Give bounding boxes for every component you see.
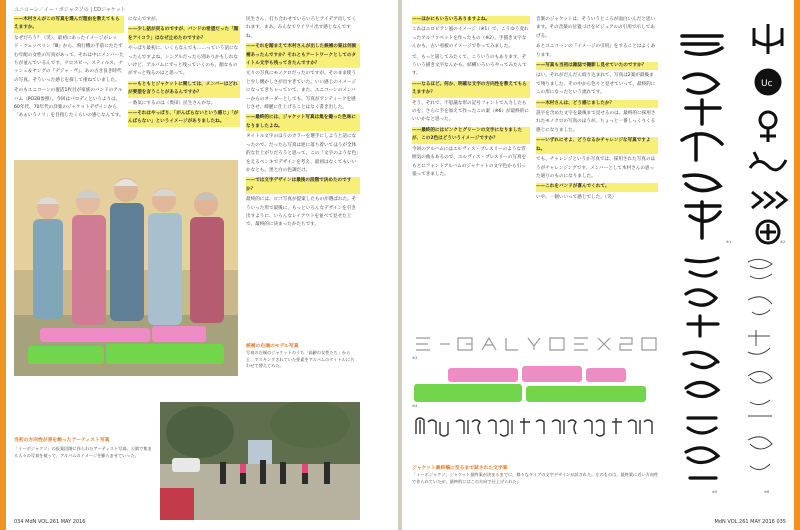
interview-answer: 元々の写真にモノクロだったのですが、そのまま使うと少し懐かしさが出すぎていた。いい感じのイメージになってきちゃっていて、また、ユニコーンのメンバーからのオーダーとしても、写真がアンティークを感じさせ、綺麗に仕上げることはなく書き出した。 bbox=[246, 71, 357, 111]
specimen-caption-text: 「イーボジャクソ」ジャケット最終案が決まるまでに、様々なタイプの文字デザインが試された。左のものは、最終案に近い方向性で作られていたが、最終的にはこの方向で仕上げられた。 bbox=[412, 472, 659, 484]
fig-number-5: ※5 bbox=[712, 490, 718, 494]
brush-script-column bbox=[678, 252, 726, 488]
photo2-caption-title: 当初の方向性が表を飾ったアーティスト写真 bbox=[14, 438, 110, 443]
interview-question: ——これをバンドが喜んでくれて。 bbox=[536, 183, 658, 191]
interview-question: ——木村さんがこの写真を選んだ理由を教えてもらえますか。 bbox=[14, 16, 124, 33]
interview-question: ——では文字デザインは最後の段階で決めたのですか？ bbox=[246, 177, 360, 194]
photo1-caption-title: 候補の右端のモデル写真 bbox=[246, 344, 299, 349]
fig-number-4: ※4 bbox=[412, 404, 418, 408]
interview-answer: そのもユニコーンの復活1枚目が家族のバンドのアルバム（PO2B参照）。今回はパロディというよりは、60年代、70年代の洋楽のジャケットデザインから「あぁいうノリ」を目指したくらいの感じなんです。 bbox=[14, 88, 124, 119]
fig-number-2: ※2 bbox=[780, 240, 786, 244]
park-illustration bbox=[160, 402, 360, 520]
brush-vertical-lettering bbox=[672, 16, 740, 248]
specimen-geometric-lettering bbox=[412, 334, 662, 354]
page-header: ユニコーン／イー・ボジャクソの | CDジャケット bbox=[14, 7, 126, 13]
interview-answer: でも、チャレンジというか写真では、採用された写真のほうがチャレンジングです。メンバーとして木村さんの思った通りのものになりました。 bbox=[536, 157, 656, 179]
fig-number-6: ※6 bbox=[764, 490, 770, 494]
interview-question: ——それはやっぱり、「がんばらないという感じ」「がんばらない」というイメージがありましたね。 bbox=[128, 110, 240, 127]
pink-title-bar-1 bbox=[448, 368, 518, 382]
interview-answer: になんですが。 bbox=[128, 17, 161, 22]
photo2-caption-text: 「イーボジャクソ」の仮案段階に作られたアーティスト写真。公園で集まる人々の写真を使って、アルバムのイメージを膨らませていった。 bbox=[14, 446, 152, 458]
left-folio: 034 MdN VOL.261 MAY 2016 bbox=[14, 519, 86, 525]
interview-answer: 音楽のジャケットは、そういうところが面白いんだと思います。その音楽の位置づけをビジュアルの引用で示してあげる。 bbox=[536, 17, 656, 39]
right-page bbox=[402, 0, 800, 530]
interview-answer: で、もっと崩してみたくて、こういうのもあります。そういう描き文字なんかも、結構いろいろやってみたんです。 bbox=[412, 54, 527, 77]
specimen-symbols bbox=[744, 16, 792, 248]
svg-text:Uc: Uc bbox=[761, 79, 773, 89]
handwriting-column bbox=[738, 252, 782, 488]
interview-question: ——最終的には、ジャケット写真は集を撮った色味になりましたよね。 bbox=[246, 114, 360, 131]
specimen-caption-title: ジャケット最終稿に至るまで試された文字案 bbox=[412, 466, 508, 471]
interview-answer: 今回のアルバムにはエルヴィス・プレスリーのような雰囲気の曲もあるので、エルヴィス・プレスリーの写真をもとにフォントアルバムのジャケットの文字色から引っ張ってきました。 bbox=[412, 146, 527, 177]
interview-answer: やっぱり最初に、いくらなんでも……っていう話になったんですよね。シングルだったら別ありかもしれないけど、アルバムにずっと残っていくのも、顔なものがずっと残るのはと思って。 bbox=[128, 46, 239, 77]
green-title-bar-2 bbox=[526, 386, 646, 402]
gothic-script-row bbox=[412, 414, 662, 438]
interview-question: ——最終的にはピンクとグリーンの文字になりましたが、この2色はどういうイメージですか？ bbox=[412, 127, 530, 144]
interview-answer: いや、一個いいって感じでした。（笑） bbox=[536, 194, 617, 200]
specimen-vertical-handwriting bbox=[738, 252, 782, 488]
geometric-letter-row bbox=[412, 334, 662, 354]
interview-answer: 誤字を含めた文字を最後まで見せるのは、最終的に採用されたモノクロの写真のほうが、ちょっと一番しっくりくる感じになりました。 bbox=[536, 111, 656, 133]
specimen-gothic-script bbox=[412, 414, 662, 438]
right-column-2 bbox=[536, 16, 658, 338]
left-page bbox=[0, 0, 399, 530]
interview-answer: あとユニコーンの『イメージの引用』をすることはよくあります。 bbox=[536, 44, 656, 58]
green-title-bar-1 bbox=[414, 384, 522, 402]
interview-question: ——なるほど。何か、明確な文字の方向性を教えてもらえますか？ bbox=[412, 81, 530, 98]
interview-question: ——それを踏まえて木村さんが出した候補の案は何候補あったんですか？それともアートワークとしてのタイトル文字も残ってきたんですか？ bbox=[246, 43, 360, 68]
interview-answer: これはエロピアン風のイメージ（※1）で、こうゆう変わったアルファベットを作ったもの（※2）。手描き文字なんかも、古い看板のイメージで作ってみました。 bbox=[412, 27, 529, 50]
interview-answer: 一番気にするのは（奥田）民生さんかな。 bbox=[128, 100, 216, 106]
fig-number-3: ※3 bbox=[412, 356, 418, 360]
women-illustration bbox=[14, 160, 238, 376]
right-accent-bar bbox=[794, 0, 800, 530]
interview-question: ——いずれにせよ、どうなるかチャレンジな写真ですよね。 bbox=[536, 137, 658, 154]
right-column-1 bbox=[412, 16, 530, 338]
left-accent-bar bbox=[0, 0, 6, 530]
photo1-caption-text: 写真の右端のジャケットのうち「高齢の女性たち」からと、マスキングされていた要素をアルバムのタイトルに合わせて替えてみた。 bbox=[246, 350, 355, 369]
interview-question: ——もともとジャケットに関しては、メンバーはどれが要望を言うことがあるんですか？ bbox=[128, 81, 240, 98]
left-column-1 bbox=[14, 16, 124, 154]
specimen-vertical-logo bbox=[672, 16, 740, 248]
interview-answer: はい。それがだんだん絞り込まれて、写真は2案が最後まで残りました。その中から色々と見せていって、最終的にこの形になったという流れです。 bbox=[536, 73, 656, 96]
artist-photo-park bbox=[160, 402, 360, 520]
symbol-glyphs bbox=[744, 16, 792, 248]
cover-photo-women bbox=[14, 160, 238, 376]
interview-answer: 最終的には、ロゴ写真が提案したものが選ばれた。そういった形で最後に、もっといろんなデザインを引き出すように、いろんなレイアウトを並べて見せた上で、最終的に決まったかたちです。 bbox=[246, 197, 357, 228]
fig-number-1: ※1 bbox=[726, 240, 732, 244]
interview-answer: 民生さん、打ち合わせでいろいろとアイデア出してくれます。まあ、みんなでワイワイ出す感じなんですね。 bbox=[246, 17, 357, 39]
left-column-2 bbox=[128, 16, 240, 146]
interview-question: ——写真も当初は雑誌で撮影し見せていたのですか？ bbox=[536, 62, 658, 70]
interview-question: ——ほかにもいろいろありますよね。 bbox=[412, 16, 530, 24]
interview-answer: タイトル文字のほうのカラーを選手にしようと話になったので、だったら写真は逆に落ち着いてほうが全体的な仕上がりだろうと思って、この「文字のような色」をえるペンキでデザインを考え、最初はなくてもいいかなとも。黒と白の色調だけ。 bbox=[246, 134, 359, 173]
interview-question: ——木村さんは、どう感じましたか？ bbox=[536, 100, 658, 108]
pink-title-bar-3 bbox=[586, 368, 626, 382]
interview-answer: そう、それで、不思議な形の記号フォントで入力したものを、さらに手を加えて作ったこの案（※6）が最終的にいいかなと思った。 bbox=[412, 100, 530, 123]
right-folio: MdN VOL.261 MAY 2016 035 bbox=[714, 519, 786, 525]
left-column-3 bbox=[246, 16, 360, 338]
interview-answer: なぜだろう？（笑）。最初にあったイメージがレッド・ツェッペリン『Ⅲ』から、飛行機の手前にたたずむ年配の女性の写真があって、それは中にメンバーたちが並んでいるんです。クロスビー、スティルス、ナッシュ＆ヤングの『デジャ・ヴ』、あの古き良き時代の写真。そういった感じを探して重ねていました。 bbox=[14, 35, 124, 83]
specimen-vertical-brush-script bbox=[678, 252, 726, 488]
pink-title-bar-2 bbox=[522, 366, 582, 382]
interview-question: ——少し話が戻るのですが、バンドの希望だった「顔をアイコラ」はなぜ止めたのですか？ bbox=[128, 26, 240, 43]
